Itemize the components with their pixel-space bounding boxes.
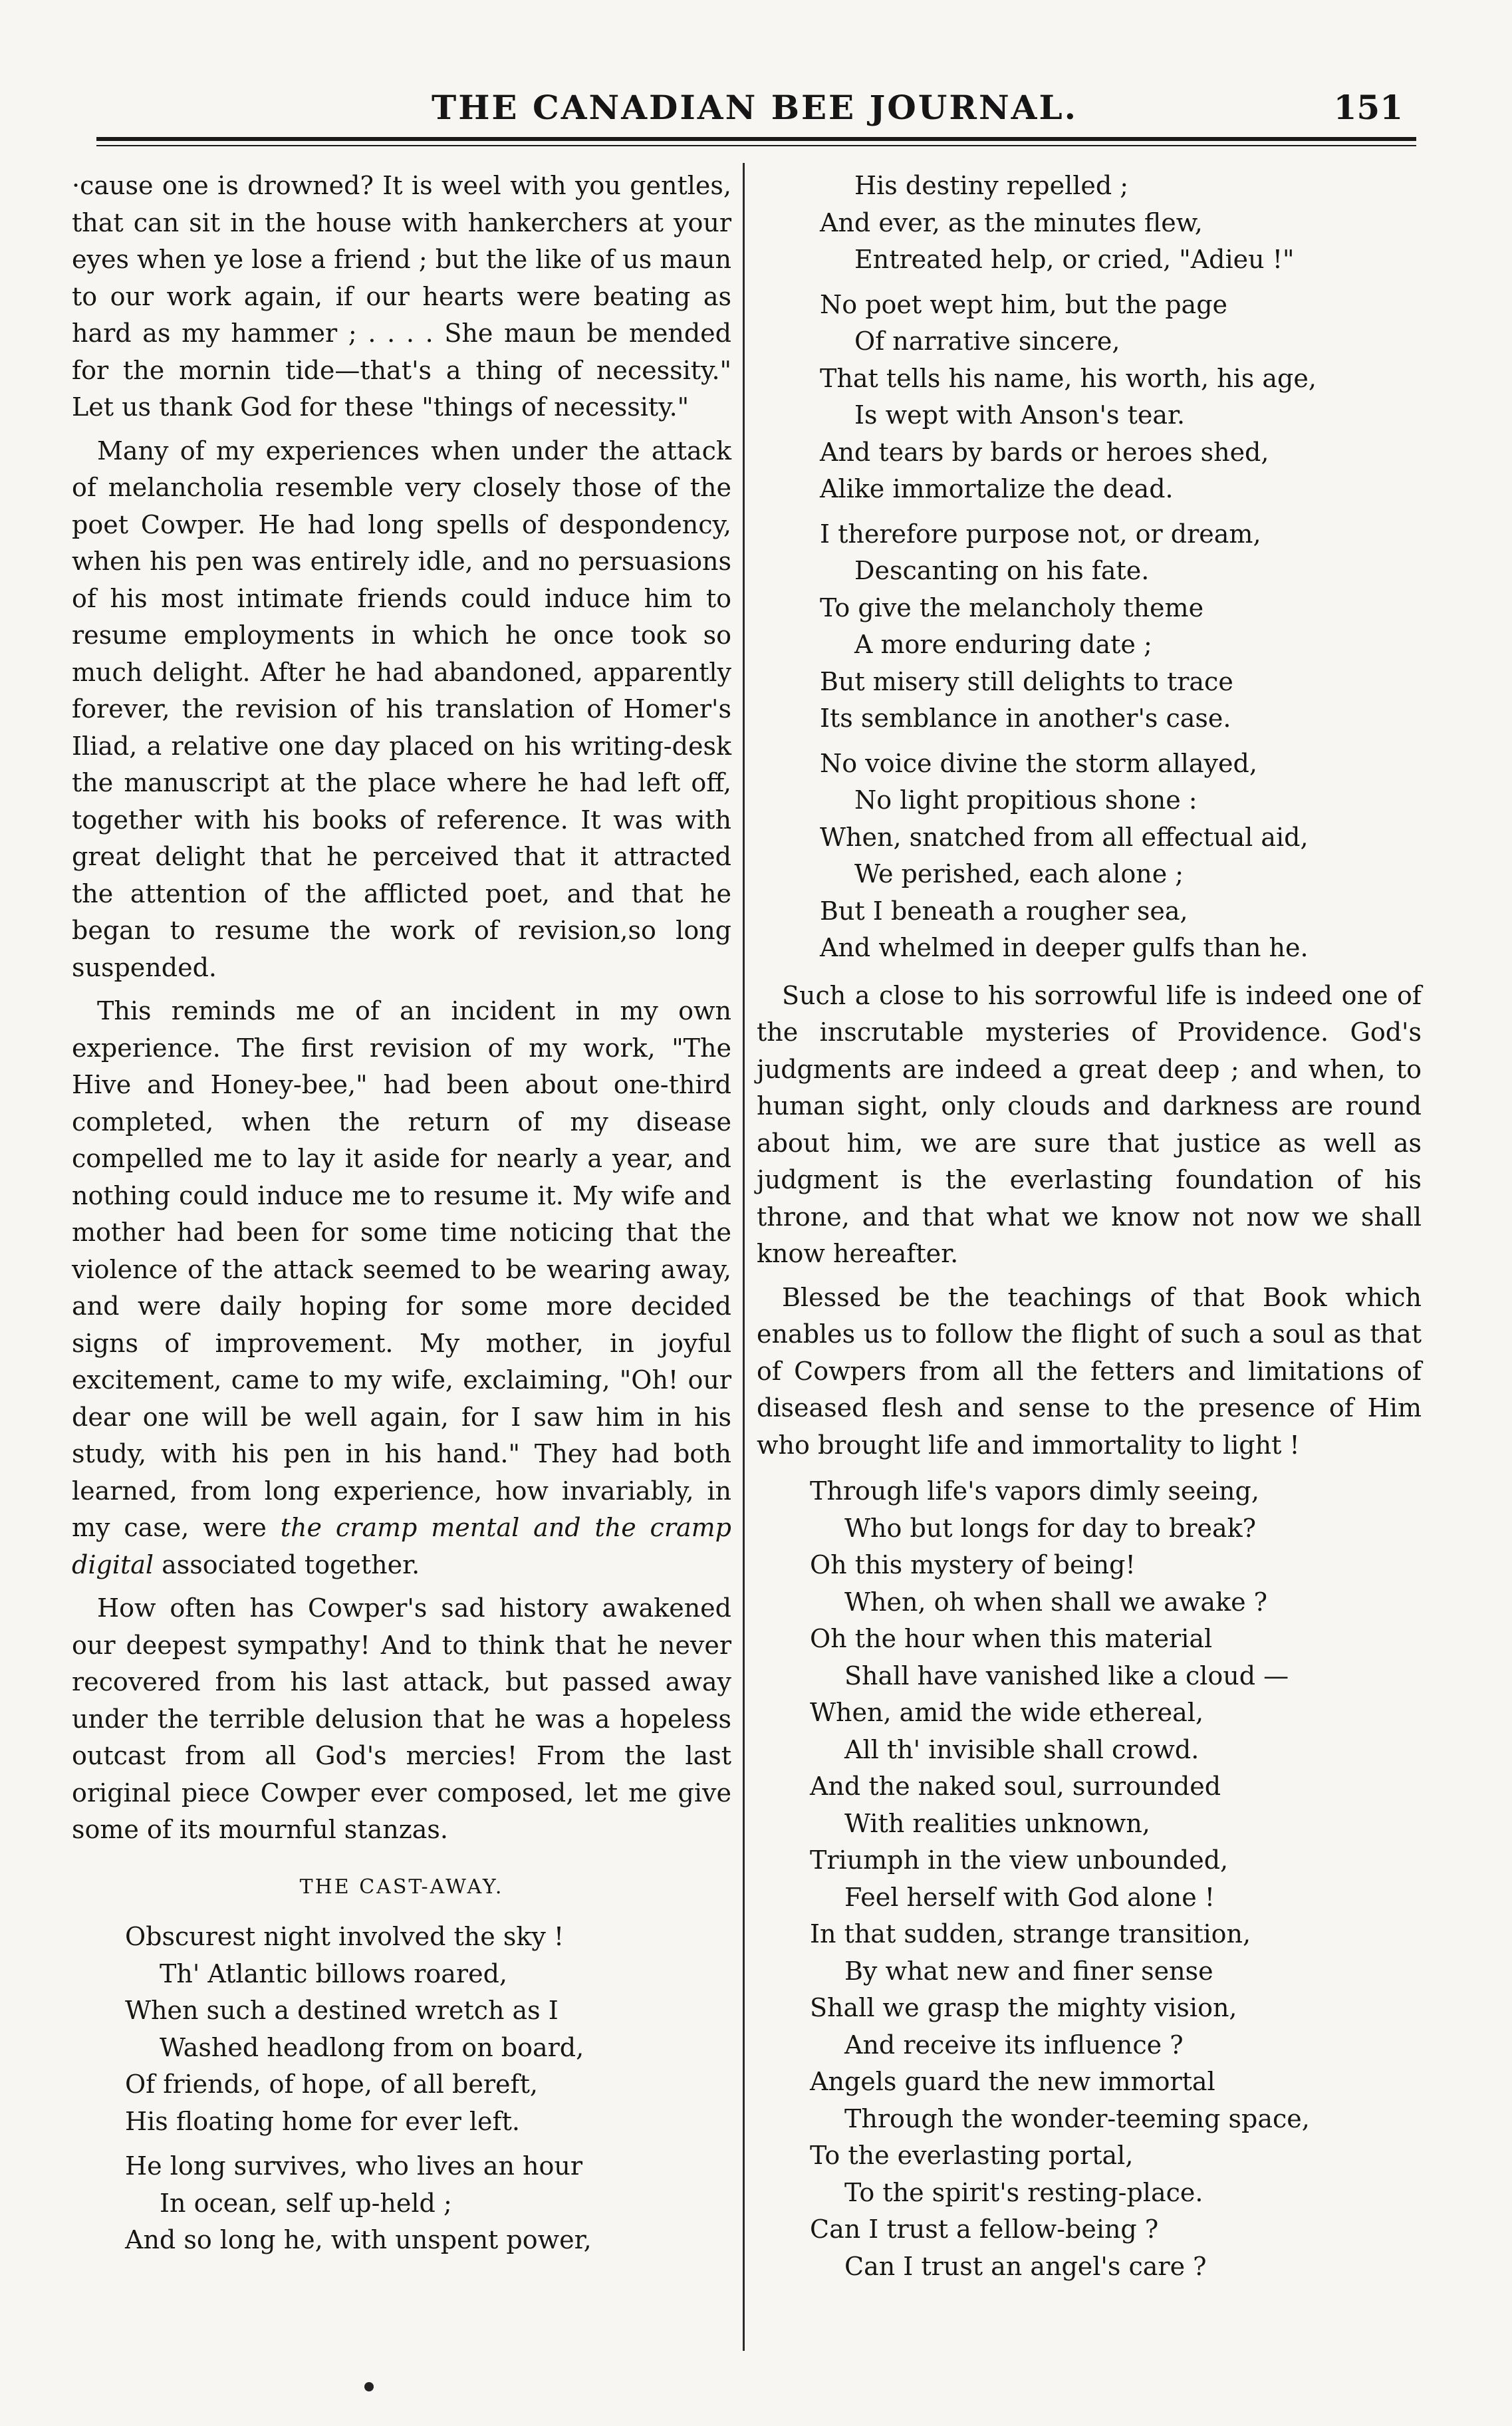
page-number: 151 — [1333, 88, 1403, 127]
header-rule-thick — [96, 137, 1416, 141]
poem-line: When such a destined wretch as I — [125, 1996, 559, 2025]
poem-line: I therefore purpose not, or dream, — [820, 519, 1261, 549]
poem-line: In ocean, self up-held ; — [160, 2188, 452, 2218]
poem-line: Of friends, of hope, of all bereft, — [125, 2070, 538, 2099]
poem-line: That tells his name, his worth, his age, — [820, 363, 1317, 393]
right-column — [757, 168, 1422, 2296]
poem-line: To give the melancholy theme — [820, 593, 1204, 622]
paragraph: ·cause one is drowned? It is weel with you gentles, that can sit in the house with hankerchers at your eyes when ye lose a friend ; but the like of us maun to our work again, if our hearts were beating as hard as my hammer ; . . . . She maun be mended for the mornin tide—that's a thing of necessity." Let us thank God for these "things of necessity." — [72, 171, 731, 422]
poem-line: Oh the hour when this material — [810, 1624, 1213, 1653]
poem-line: No voice divine the storm allayed, — [820, 748, 1257, 778]
stanza — [820, 516, 1422, 738]
poem-line: Shall we grasp the mighty vision, — [810, 1993, 1237, 2022]
poem-line: When, amid the wide ethereal, — [810, 1698, 1204, 1727]
poem-line: And so long he, with unspent power, — [125, 2225, 592, 2254]
poem-line: Entreated help, or cried, "Adieu !" — [854, 245, 1295, 274]
poem-line: No poet wept him, but the page — [820, 289, 1228, 319]
poem-line: To the spirit's resting-place. — [844, 2177, 1203, 2207]
paragraph — [72, 993, 731, 1583]
poem-line: Angels guard the new immortal — [810, 2067, 1215, 2096]
poem-line: His floating home for ever left. — [125, 2106, 520, 2136]
poem-line: Its semblance in another's case. — [820, 704, 1231, 733]
poem-line: When, snatched from all effectual aid, — [820, 822, 1309, 852]
poem-line: By what new and finer sense — [844, 1956, 1213, 1986]
paragraph: Many of my experiences when under the attack of melancholia resemble very closely those of the poet Cowper. He had long spells of despondency, when his pen was entirely idle, and no persuasions of his most intimate friends could induce him to resume employments in which he once took so much delight. After he had abandoned, apparently forever, the revision of his translation of Homer's Iliad, a relative one day placed on his writing-desk the manuscript at the place where he had left off, together with his books of reference. It was with great delight that he perceived that it attracted the attention of the afflicted poet, and that he began to resume the work of revision,so long suspended. — [72, 436, 731, 982]
poem-line: And whelmed in deeper gulfs than he. — [820, 933, 1309, 962]
poem-line: Who but longs for day to break? — [844, 1513, 1257, 1543]
poem-line: Oh this mystery of being! — [810, 1550, 1136, 1579]
poem-line: We perished, each alone ; — [854, 859, 1184, 888]
poem-line: But misery still delights to trace — [820, 666, 1233, 696]
poem-line: He long survives, who lives an hour — [125, 2151, 582, 2181]
poem-line: Through the wonder-teeming space, — [844, 2103, 1310, 2133]
column-divider — [743, 163, 745, 2351]
poem-line: Triumph in the view unbounded, — [810, 1845, 1229, 1875]
poem-line: Feel herself with God alone ! — [844, 1882, 1215, 1912]
stanza — [820, 168, 1422, 279]
stanza — [820, 287, 1422, 508]
poem-line: No light propitious shone : — [854, 785, 1197, 815]
poem-line: Descanting on his fate. — [854, 556, 1150, 585]
poem-line: Can I trust an angel's care ? — [844, 2251, 1207, 2281]
poem-line: And receive its influence ? — [844, 2030, 1184, 2060]
ink-dot-mark — [364, 2382, 374, 2391]
poem-line: Is wept with Anson's tear. — [854, 400, 1186, 430]
poem-line: Obscurest night involved the sky ! — [125, 1922, 565, 1951]
stanza — [125, 1919, 731, 2140]
page-header — [86, 85, 1423, 132]
poem-line: With realities unknown, — [844, 1808, 1150, 1838]
poem-line: When, oh when shall we awake ? — [844, 1587, 1268, 1617]
poem-line: His destiny repelled ; — [854, 171, 1129, 200]
poem-title: THE CAST-AWAY. — [299, 1875, 504, 1899]
poem-line: A more enduring date ; — [854, 630, 1152, 659]
paragraph-text: This reminds me of an incident in my own experience. The first revision of my work, "The Hive and Honey-bee," had been about one-third completed, when the return of my disease compelled me to lay it aside for nearly a year, and nothing could induce me to resume it. My wife and mother had been for some time noticing that the violence of the attack seemed to be wearing away, and were daily hoping for some more decided signs of improvement. My mother, in joyful excitement, came to my wife, exclaiming, "Oh! our dear one will be well again, for I saw him in his study, with his pen in his hand." They had both learned, from long experience, how invariably, in my case, were — [72, 996, 731, 1542]
header-rule-thin — [96, 145, 1416, 146]
stanza — [125, 2148, 731, 2259]
poem-line: Can I trust a fellow-being ? — [810, 2215, 1159, 2244]
poem-line: In that sudden, strange transition, — [810, 1919, 1251, 1949]
italic-phrase: the cramp mental and the cramp digital — [72, 1513, 731, 1579]
poem-line: And the naked soul, surrounded — [810, 1772, 1221, 1801]
poem-through-lifes-vapors — [757, 1473, 1422, 2285]
poem-line: Of narrative sincere, — [854, 327, 1120, 356]
poem-line: And ever, as the minutes flew, — [820, 207, 1203, 237]
poem-line: Shall have vanished like a cloud — — [844, 1661, 1289, 1690]
paragraph: How often has Cowper's sad history awakened our deepest sympathy! And to think that he never recovered from his last attack, but passed away under the terrible delusion that he was a hopeless outcast from all God's mercies! From the last original piece Cowper ever composed, let me give some of its mournful stanzas. — [72, 1593, 731, 1844]
poem-line: And tears by bards or heroes shed, — [820, 437, 1269, 467]
left-column — [72, 168, 731, 2270]
poem-line: To the everlasting portal, — [810, 2141, 1134, 2170]
poem-line: Through life's vapors dimly seeing, — [810, 1476, 1259, 1506]
poem-line: But I beneath a rougher sea, — [820, 896, 1188, 926]
journal-title: THE CANADIAN BEE JOURNAL. — [431, 88, 1078, 127]
poem-line: All th' invisible shall crowd. — [844, 1734, 1199, 1764]
poem-line: Th' Atlantic billows roared, — [160, 1958, 507, 1988]
paragraph: Such a close to his sorrowful life is indeed one of the inscrutable mysteries of Providence. God's judgments are indeed a great deep ; and when, to human sight, only clouds and darkness are round about him, we are sure that justice as well as judgment is the everlasting foundation of his throne, and that what we know not now we shall know hereafter. — [757, 980, 1422, 1268]
poem-cast-away — [72, 1919, 731, 2259]
stanza — [820, 745, 1422, 967]
paragraph-text: associated together. — [162, 1550, 420, 1579]
poem-line: Alike immortalize the dead. — [820, 474, 1174, 503]
poem-line: Washed headlong from on board, — [160, 2032, 584, 2062]
poem-cast-away-continued — [757, 168, 1422, 967]
paragraph: Blessed be the teachings of that Book which enables us to follow the flight of such a soul as that of Cowpers from all the fetters and limitations of diseased flesh and sense to the presence of Him who brought life and immortality to light ! — [757, 1282, 1422, 1460]
